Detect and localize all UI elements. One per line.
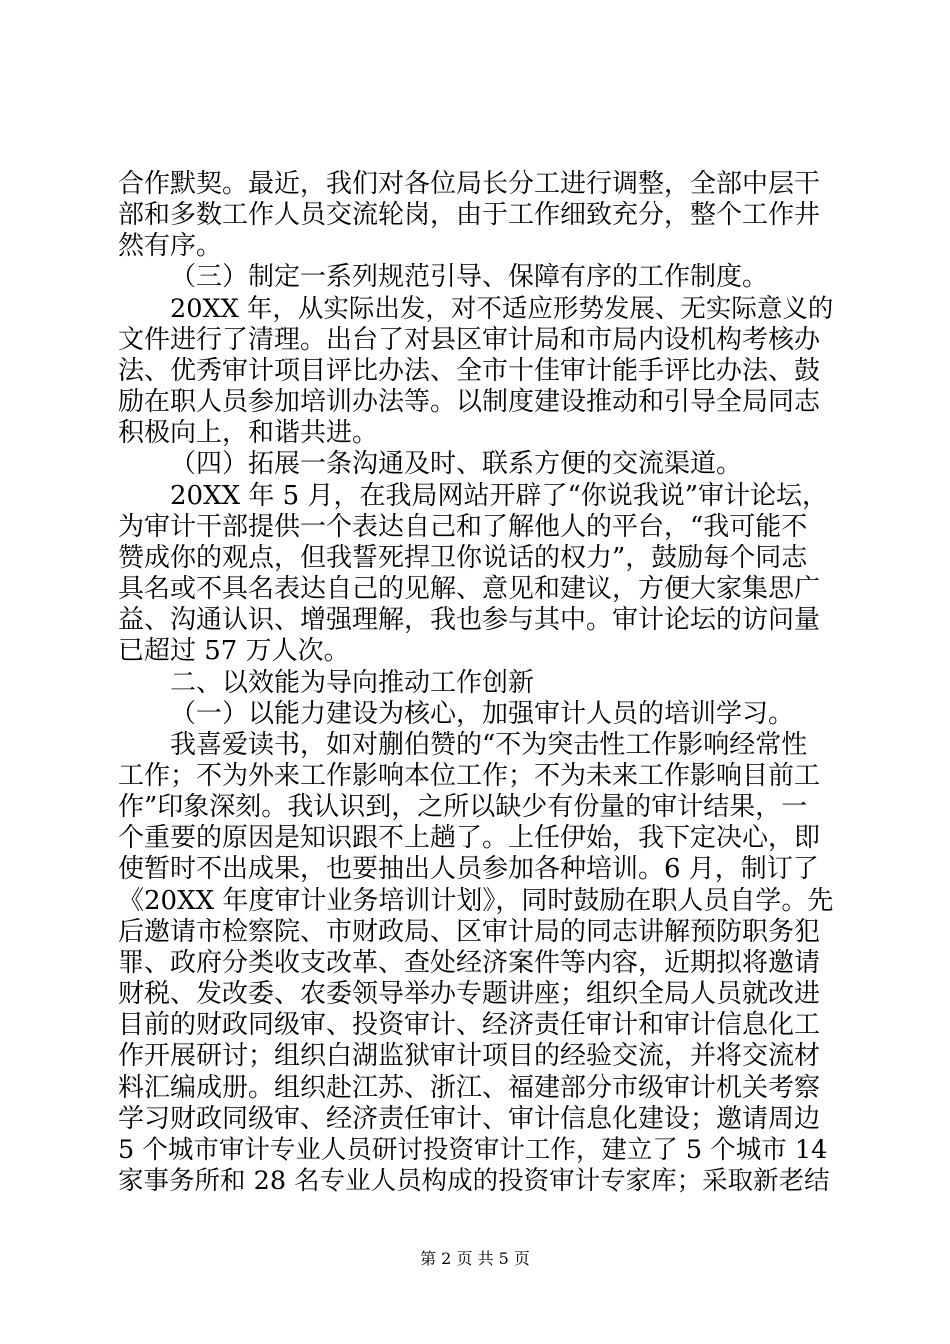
line-text: 20XX 年，从实际出发，对不适应形势发展、无实际意义的 [170,294,834,324]
page-footer: 第 2 页 共 5 页 [420,1249,530,1268]
line-text: 我喜爱读书，如对蒯伯赞的“不为突击性工作影响经常性 [170,730,808,760]
line-text: 20XX 年 5 月，在我局网站开辟了“你说我说”审计论坛， [170,481,829,511]
line-text: 《20XX 年度审计业务培训计划》，同时鼓励在职人员自学。先 [118,886,834,916]
line-text: 作”印象深刻。我认识到，之所以缺少有份量的审计结果，一 [118,792,808,822]
line-text: 目前的财政同级审、投资审计、经济责任审计和审计信息化工 [118,1010,821,1040]
subheading-line [0,259,950,295]
line-text: 财税、发改委、农委领导举办专题讲座；组织全局人员就改进 [118,979,821,1009]
line-text: 赞成你的观点，但我誓死捍卫你说话的权力”，鼓励每个同志 [118,543,808,573]
line-text: （四）拓展一条沟通及时、联系方便的交流渠道。 [170,449,743,479]
line-text: 具名或不具名表达自己的见解、意见和建议，方便大家集思广 [118,574,821,604]
line-text: 工作；不为外来工作影响本位工作；不为未来工作影响目前工 [118,761,821,791]
line-text: 法、优秀审计项目评比办法、全市十佳审计能手评比办法、鼓 [118,356,821,386]
line-text: （三）制定一系列规范引导、保障有序的工作制度。 [170,262,769,292]
line-text: 然有序。 [118,231,223,261]
text-line [0,1163,950,1199]
line-text: 励在职人员参加培训办法等。以制度建设推动和引导全局同志 [118,387,821,417]
line-text: 益、沟通认识、增强理解，我也参与其中。审计论坛的访问量 [118,605,821,635]
line-text: 积极向上，和谐共进。 [118,418,379,448]
text-line [0,1038,950,1074]
text-line [0,633,950,669]
line-text: 部和多数工作人员交流轮岗，由于工作细致充分，整个工作井 [118,200,821,230]
line-text: 文件进行了清理。出台了对县区审计局和市局内设机构考核办 [118,325,821,355]
line-text: 后邀请市检察院、市财政局、区审计局的同志讲解预防职务犯 [118,917,821,947]
line-text: 合作默契。最近，我们对各位局长分工进行调整，全部中层干 [118,169,821,199]
line-text: 家事务所和 28 名专业人员构成的投资审计专家库；采取新老结 [118,1166,830,1196]
text-line [0,851,950,887]
line-text: 为审计干部提供一个表达自己和了解他人的平台，“我可能不 [118,512,808,542]
subheading-line [0,446,950,482]
line-text: 个重要的原因是知识跟不上趟了。上任伊始，我下定决心，即 [118,823,821,853]
line-text: 5 个城市审计专业人员研讨投资审计工作，建立了 5 个城市 14 [118,1135,828,1165]
line-text: 学习财政同级审、经济责任审计、审计信息化建设；邀请周边 [118,1104,821,1134]
line-text: （一）以能力建设为核心，加强审计人员的培训学习。 [170,699,795,729]
line-text: 二、以效能为导向推动工作创新 [170,668,535,698]
line-text: 罪、政府分类收支改革、查处经济案件等内容，近期拟将邀请 [118,948,821,978]
line-text: 料汇编成册。组织赴江苏、浙江、福建部分市级审计机关考察 [118,1073,821,1103]
line-text: 作开展研讨；组织白湖监狱审计项目的经验交流，并将交流材 [118,1041,821,1071]
line-text: 使暂时不出成果，也要抽出人员参加各种培训。6 月，制订了 [118,854,819,884]
line-text: 已超过 57 万人次。 [118,636,350,666]
